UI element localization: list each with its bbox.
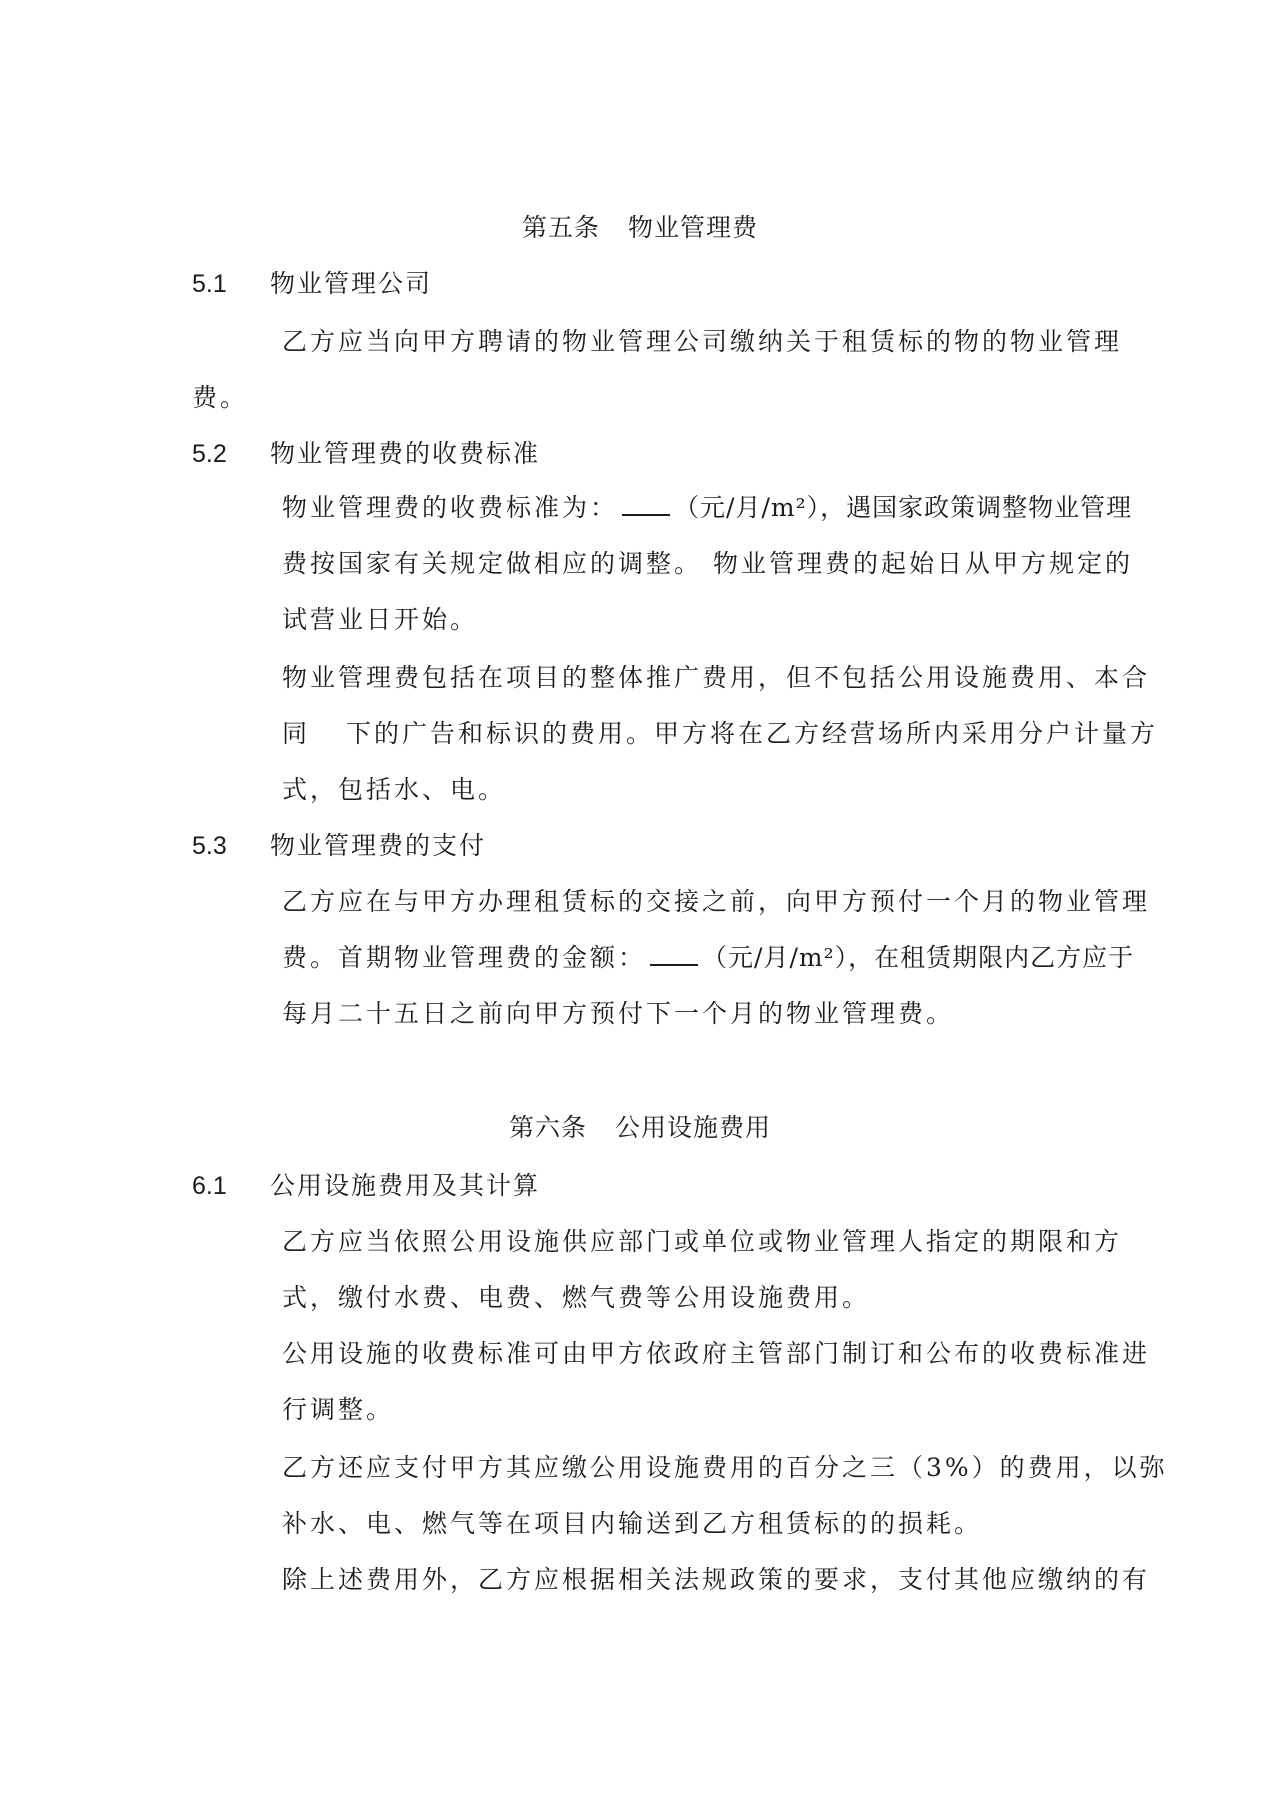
section-6-1-p1-line-2: 式，缴付水费、电费、燃气费等公用设施费用。 (282, 1283, 871, 1312)
section-6-1-p2-line-2: 行调整。 (282, 1395, 395, 1424)
first-fee-amount-blank (650, 942, 698, 966)
section-5-1-number: 5.1 (192, 270, 227, 298)
section-5-1-title: 物业管理公司 (270, 269, 433, 298)
section-5-2-p1-line-3: 试营业日开始。 (282, 605, 479, 634)
article-5-number: 第五条 (521, 213, 600, 242)
section-5-2-p2-line-2: 同 下的广告和标识的费用。甲方将在乙方经营场所内采用分户计量方 (282, 719, 1159, 748)
article-6-title (0, 1110, 1280, 1146)
article-5-heading: 物业管理费 (628, 213, 759, 242)
section-6-1-p3-line-1: 乙方还应支付甲方其应缴公用设施费用的百分之三（3%）的费用，以弥 (282, 1453, 1168, 1482)
section-5-2-p2-line-3: 式，包括水、电。 (282, 775, 507, 804)
section-6-1-p2-line-1: 公用设施的收费标准可由甲方依政府主管部门制订和公布的收费标准进 (282, 1339, 1151, 1368)
section-5-2-p1-line-1: 物业管理费的收费标准为： （元/月/m²），遇国家政策调整物业管理 (282, 493, 1133, 522)
section-6-1-number: 6.1 (192, 1172, 227, 1200)
fee-standard-blank (622, 492, 670, 516)
section-5-3-title: 物业管理费的支付 (270, 831, 487, 860)
section-6-1-p3-line-2: 补水、电、燃气等在项目内输送到乙方租赁标的的损耗。 (282, 1509, 983, 1538)
article-6-heading: 公用设施费用 (615, 1113, 772, 1142)
section-5-2-p2-line-1: 物业管理费包括在项目的整体推广费用，但不包括公用设施费用、本合 (282, 663, 1151, 692)
section-5-2-number: 5.2 (192, 440, 227, 468)
section-5-3-line-2: 费。首期物业管理费的金额： （元/月/m²），在租赁期限内乙方应于 (282, 943, 1135, 972)
section-6-1-p1-line-1: 乙方应当依照公用设施供应部门或单位或物业管理人指定的期限和方 (282, 1227, 1123, 1256)
article-5-title (0, 210, 1280, 246)
article-6-number: 第六条 (508, 1113, 587, 1142)
section-5-3-number: 5.3 (192, 832, 227, 860)
section-5-3-line-3: 每月二十五日之前向甲方预付下一个月的物业管理费。 (282, 999, 955, 1028)
section-5-1-text-line-2: 费。 (192, 383, 249, 412)
section-5-2-title: 物业管理费的收费标准 (270, 439, 541, 468)
section-6-1-p4-line-1: 除上述费用外，乙方应根据相关法规政策的要求，支付其他应缴纳的有 (282, 1565, 1151, 1594)
section-6-1-title: 公用设施费用及其计算 (270, 1171, 541, 1200)
section-5-1-text-line-1: 乙方应当向甲方聘请的物业管理公司缴纳关于租赁标的物的物业管理 (282, 327, 1123, 356)
section-5-2-p1-line-2: 费按国家有关规定做相应的调整。 物业管理费的起始日从甲方规定的 (282, 549, 1133, 578)
section-5-3-line-1: 乙方应在与甲方办理租赁标的交接之前，向甲方预付一个月的物业管理 (282, 887, 1151, 916)
